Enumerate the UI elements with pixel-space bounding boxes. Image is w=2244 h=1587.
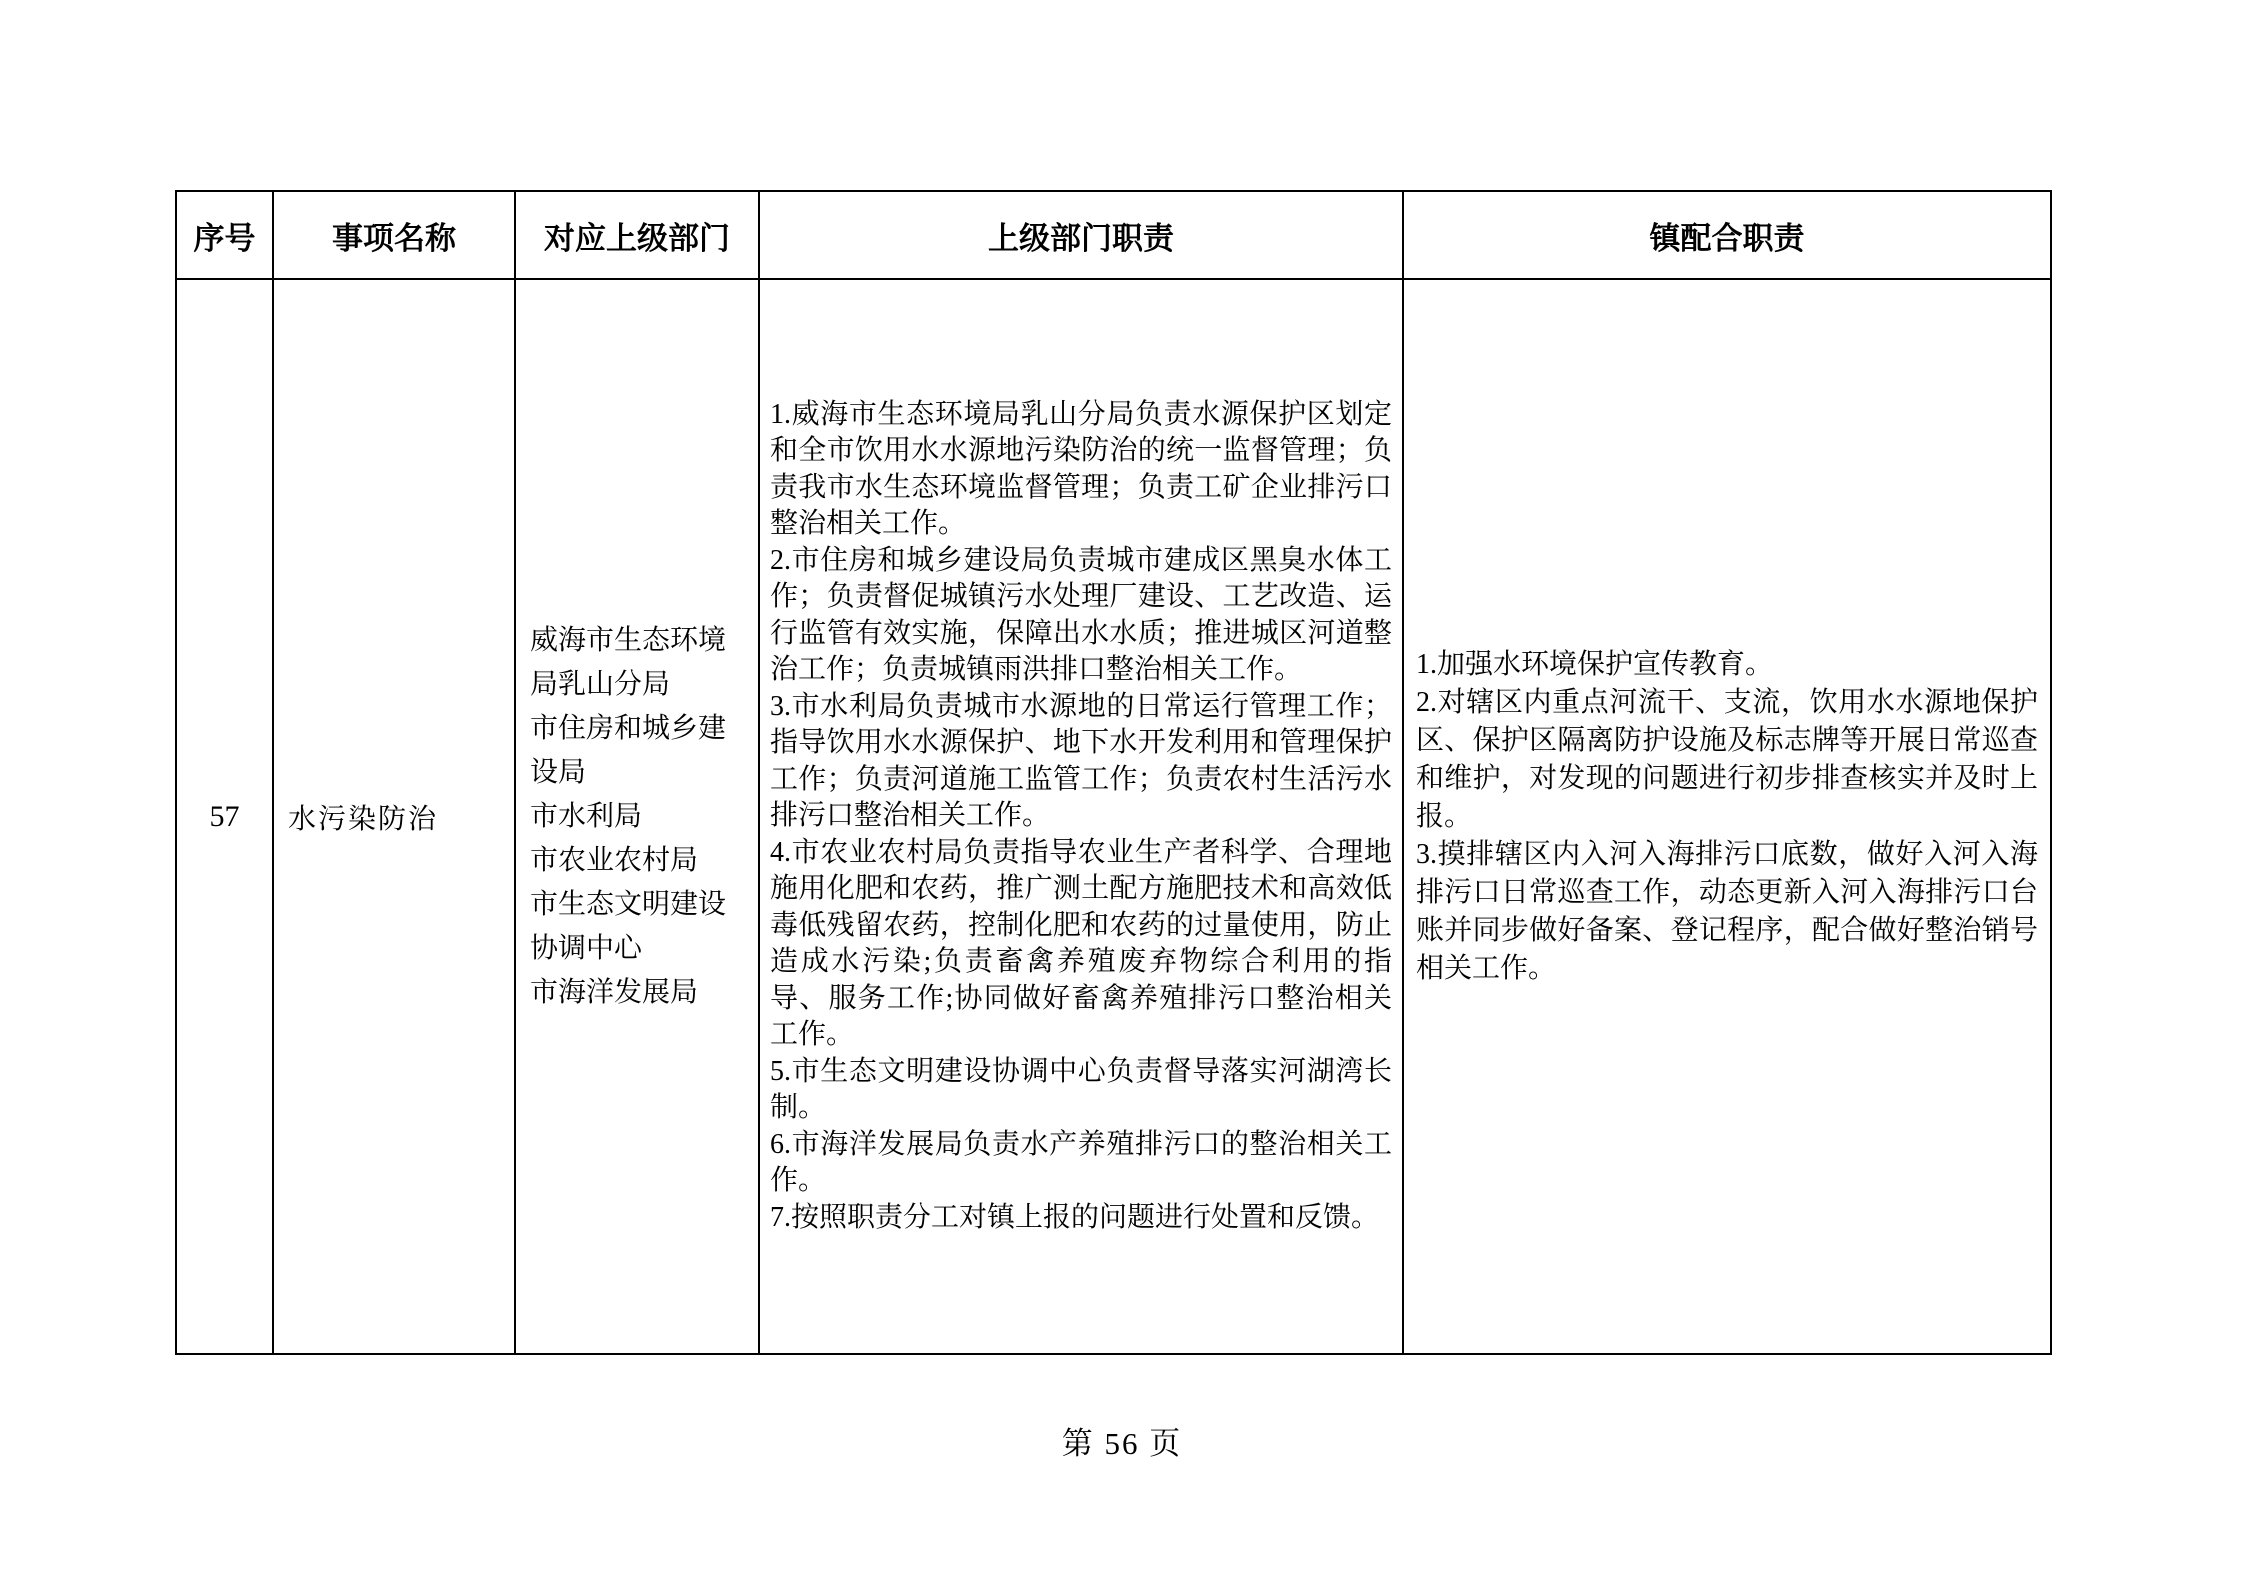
department-item: 市水利局 [530, 800, 643, 832]
superior-duty-paragraph: 7.按照职责分工对镇上报的问题进行处置和反馈。 [770, 1201, 1380, 1233]
superior-duty-paragraph: 6.市海洋发展局负责水产养殖排污口的整治相关工作。 [770, 1128, 1392, 1197]
page-number: 第 56 页 [1061, 1426, 1183, 1461]
item-name-cell: 水污染防治 [273, 279, 515, 1354]
superior-duty-paragraph: 4.市农业农村局负责指导农业生产者科学、合理地施用化肥和农药，推广测土配方施肥技术和高效低毒低残留农药，控制化肥和农药的过量使用，防止造成水污染;负责畜禽养殖废弃物综合利用的指导、服务工作;协同做好畜禽养殖排污口整治相关工作。 [770, 836, 1392, 1051]
row-number-cell: 57 [176, 279, 273, 1354]
town-duties-cell [1403, 279, 2051, 1354]
town-duty-paragraph: 2.对辖区内重点河流干、支流，饮用水水源地保护区、保护区隔离防护设施及标志牌等开展日常巡查和维护，对发现的问题进行初步排查核实并及时上报。 [1416, 686, 2038, 832]
table-header-row [176, 191, 2051, 279]
department-item: 市海洋发展局 [530, 976, 699, 1008]
town-duty-paragraph: 1.加强水环境保护宣传教育。 [1416, 648, 1774, 680]
superior-duty-paragraph: 2.市住房和城乡建设局负责城市建成区黑臭水体工作；负责督促城镇污水处理厂建设、工艺改造、运行监管有效实施，保障出水水质；推进城区河道整治工作；负责城镇雨洪排口整治相关工作。 [770, 544, 1392, 686]
superior-duty-paragraph: 1.威海市生态环境局乳山分局负责水源保护区划定和全市饮用水水源地污染防治的统一监督管理；负责我市水生态环境监督管理；负责工矿企业排污口整治相关工作。 [770, 398, 1392, 540]
departments-cell [515, 279, 759, 1354]
superior-duties-cell [759, 279, 1403, 1354]
header-cell-number: 序号 [176, 191, 273, 279]
header-cell-town-duties: 镇配合职责 [1403, 191, 2051, 279]
superior-duty-paragraph: 3.市水利局负责城市水源地的日常运行管理工作；指导饮用水水源保护、地下水开发利用和管理保护工作；负责河道施工监管工作；负责农村生活污水排污口整治相关工作。 [770, 690, 1392, 832]
department-item: 市生态文明建设协调中心 [530, 888, 727, 964]
superior-duty-paragraph: 5.市生态文明建设协调中心负责督导落实河湖湾长制。 [770, 1055, 1392, 1124]
table-row [176, 279, 2051, 1354]
duties-table [175, 190, 2052, 1355]
header-cell-item-name: 事项名称 [273, 191, 515, 279]
town-duty-paragraph: 3.摸排辖区内入河入海排污口底数，做好入河入海排污口日常巡查工作，动态更新入河入海排污口台账并同步做好备案、登记程序，配合做好整治销号相关工作。 [1416, 838, 2038, 984]
header-cell-departments: 对应上级部门 [515, 191, 759, 279]
header-cell-superior-duties: 上级部门职责 [759, 191, 1403, 279]
department-item: 威海市生态环境局乳山分局 [530, 624, 727, 700]
department-item: 市住房和城乡建设局 [530, 712, 727, 788]
department-item: 市农业农村局 [530, 844, 699, 876]
